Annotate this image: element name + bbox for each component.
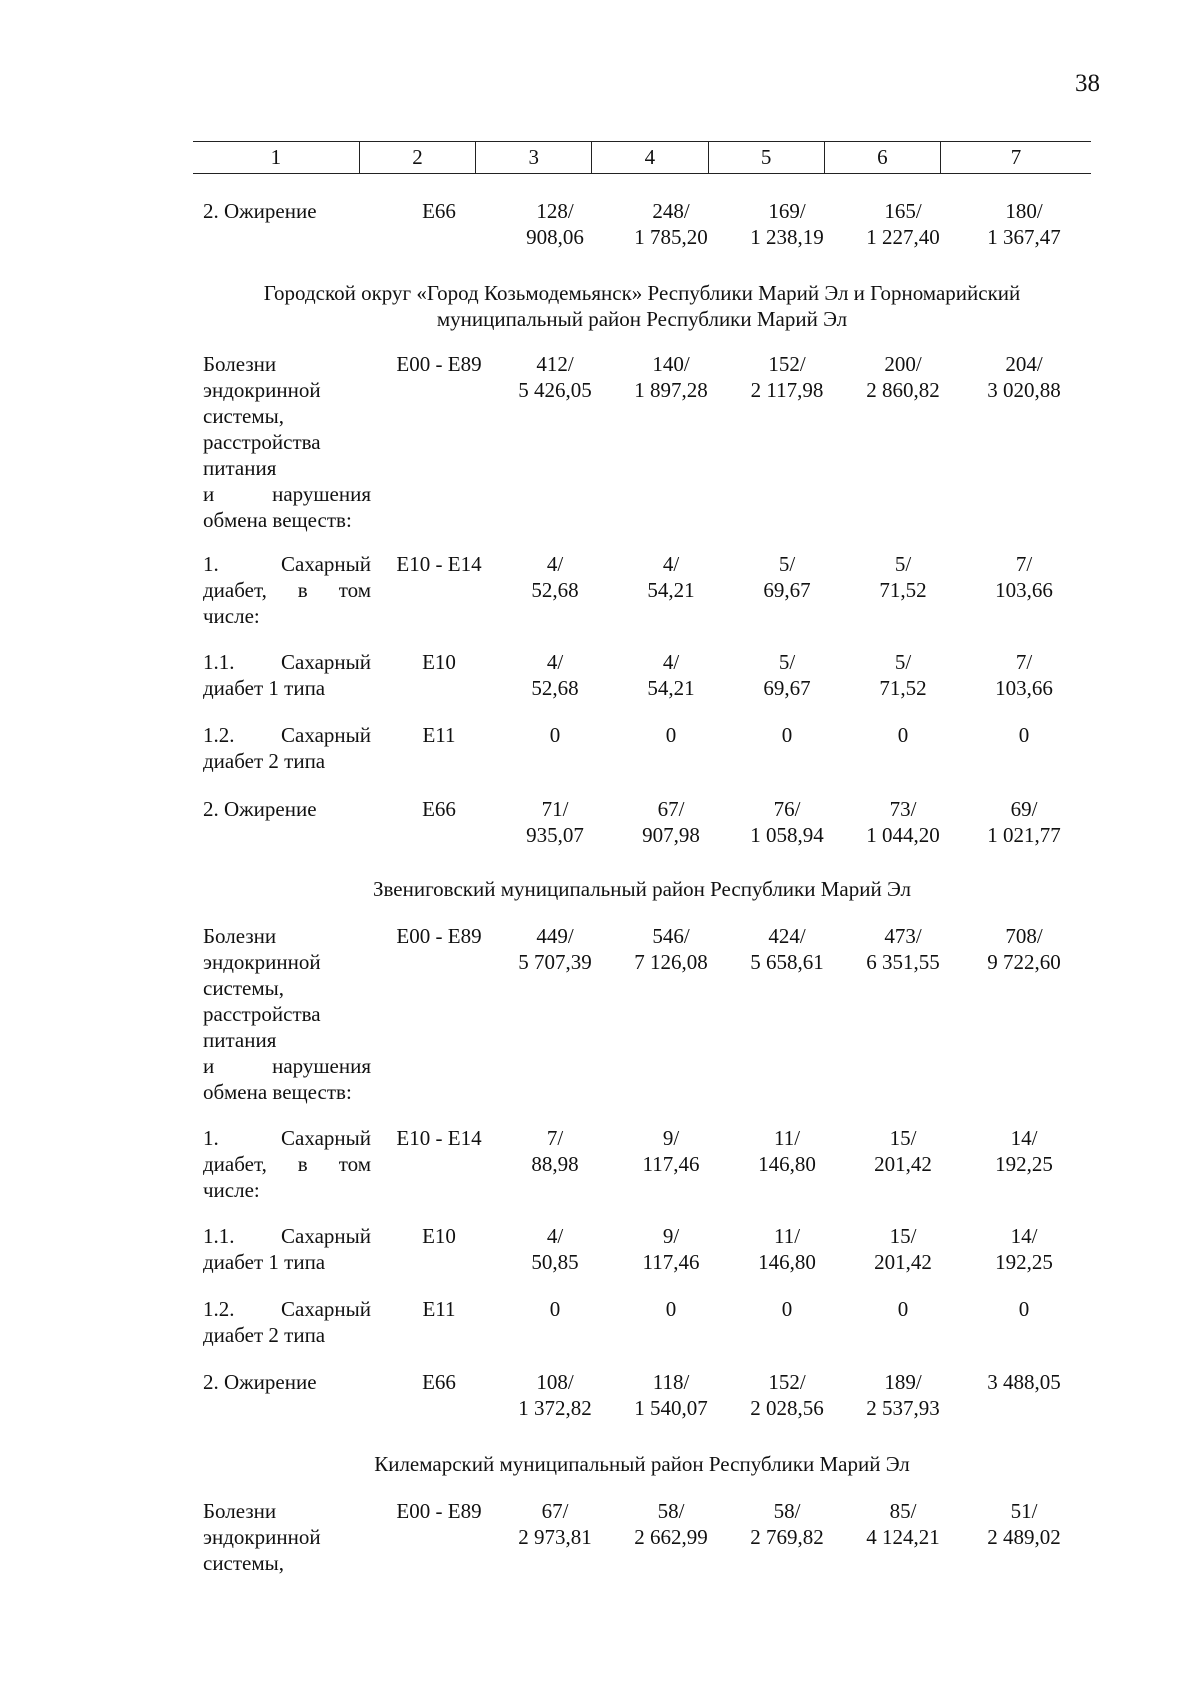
- value-line: 4/: [546, 1224, 564, 1248]
- value-cell: [966, 551, 1082, 603]
- row-name-line: системы,: [203, 404, 285, 428]
- value-line: 0: [897, 1297, 909, 1321]
- row-name-line: 1.1. Сахарный: [203, 1224, 371, 1248]
- value-line: 52,68: [531, 676, 579, 700]
- icd-code: E00 - E89: [396, 924, 482, 948]
- value-line: 85/: [889, 1499, 917, 1523]
- row-name-line: диабет, в том: [203, 578, 371, 602]
- value-line: 4/: [546, 552, 564, 576]
- value-cell: [966, 198, 1082, 250]
- value-cell: [497, 722, 613, 748]
- icd-code: E11: [422, 723, 456, 747]
- value-line: 1 367,47: [987, 225, 1061, 249]
- value-line: 4/: [662, 552, 680, 576]
- section-title-line: муниципальный район Республики Марий Эл: [436, 307, 848, 331]
- icd-code: E66: [422, 1370, 456, 1394]
- value-cell: [966, 796, 1082, 848]
- column-header: 4: [592, 142, 708, 174]
- row-name: [203, 351, 371, 533]
- page-number: 38: [1075, 70, 1100, 97]
- value-cell: [497, 198, 613, 250]
- row-name-line: Болезни: [203, 352, 277, 376]
- value-cell: [729, 551, 845, 603]
- value-cell: [613, 1369, 729, 1421]
- value-line: 0: [781, 1297, 793, 1321]
- value-line: 9/: [662, 1224, 680, 1248]
- value-cell: [497, 1296, 613, 1322]
- row-name-line: числе:: [203, 1178, 260, 1202]
- value-cell: [845, 198, 961, 250]
- value-line: 118/: [652, 1370, 690, 1394]
- row-name: [203, 1296, 371, 1348]
- value-line: 5 426,05: [518, 378, 592, 402]
- value-line: 0: [665, 1297, 677, 1321]
- row-name-line: питания: [203, 1028, 277, 1052]
- value-cell: [497, 351, 613, 403]
- value-line: 7 126,08: [634, 950, 708, 974]
- column-header-table: [193, 141, 1091, 174]
- row-name: [203, 1369, 371, 1395]
- column-header-row: [193, 142, 1091, 174]
- row-name: [203, 1223, 371, 1275]
- row-name: [203, 923, 371, 1105]
- value-line: 1 227,40: [866, 225, 940, 249]
- value-cell: [613, 198, 729, 250]
- row-name-line: 1. Сахарный: [203, 1126, 371, 1150]
- value-line: 117,46: [642, 1152, 700, 1176]
- icd-code: E10 - E14: [396, 1126, 482, 1150]
- value-cell: [497, 1223, 613, 1275]
- row-name-line: обмена веществ:: [203, 1080, 352, 1104]
- value-line: 165/: [884, 199, 922, 223]
- value-line: 169/: [768, 199, 806, 223]
- value-cell: [613, 551, 729, 603]
- column-header: 5: [708, 142, 824, 174]
- value-line: 54,21: [647, 676, 695, 700]
- value-line: 2 769,82: [750, 1525, 824, 1549]
- value-line: 0: [665, 723, 677, 747]
- value-line: 2 860,82: [866, 378, 940, 402]
- row-name-line: диабет, в том: [203, 1152, 371, 1176]
- row-name: [203, 796, 371, 822]
- row-name-line: 2. Ожирение: [203, 797, 317, 821]
- value-line: 7/: [1015, 650, 1033, 674]
- value-line: 7/: [1015, 552, 1033, 576]
- value-line: 1 540,07: [634, 1396, 708, 1420]
- value-line: 2 662,99: [634, 1525, 708, 1549]
- value-line: 152/: [768, 1370, 806, 1394]
- row-name-line: и нарушения: [203, 482, 371, 506]
- value-cell: [845, 722, 961, 748]
- row-name: [203, 722, 371, 774]
- value-line: 69,67: [763, 578, 811, 602]
- value-line: 73/: [889, 797, 917, 821]
- value-line: 152/: [768, 352, 806, 376]
- value-line: 5/: [894, 552, 912, 576]
- value-line: 11/: [773, 1126, 801, 1150]
- value-line: 1 021,77: [987, 823, 1061, 847]
- value-line: 7/: [546, 1126, 564, 1150]
- value-line: 4/: [662, 650, 680, 674]
- row-name-line: 1.2. Сахарный: [203, 1297, 371, 1321]
- value-cell: [613, 351, 729, 403]
- column-header: 3: [476, 142, 592, 174]
- value-cell: [497, 551, 613, 603]
- value-cell: [613, 923, 729, 975]
- row-name-line: эндокринной: [203, 950, 321, 974]
- icd-code: E66: [422, 199, 456, 223]
- icd-code: E66: [422, 797, 456, 821]
- value-cell: [729, 649, 845, 701]
- value-line: 103,66: [995, 676, 1053, 700]
- value-line: 140/: [652, 352, 690, 376]
- value-cell: [497, 923, 613, 975]
- value-line: 67/: [657, 797, 685, 821]
- value-line: 1 044,20: [866, 823, 940, 847]
- value-cell: [729, 1125, 845, 1177]
- value-line: 2 489,02: [987, 1525, 1061, 1549]
- value-line: 15/: [889, 1224, 917, 1248]
- value-cell: [613, 722, 729, 748]
- value-cell: [497, 1498, 613, 1550]
- value-line: 3 488,05: [987, 1370, 1061, 1394]
- row-name-line: системы,: [203, 976, 285, 1000]
- section-title-line: Звениговский муниципальный район Республики Марий Эл: [372, 877, 912, 901]
- value-cell: [613, 1498, 729, 1550]
- value-line: 71,52: [879, 676, 927, 700]
- value-cell: [729, 1223, 845, 1275]
- value-line: 201,42: [874, 1152, 932, 1176]
- value-cell: [845, 923, 961, 975]
- value-line: 5/: [894, 650, 912, 674]
- value-line: 412/: [536, 352, 574, 376]
- value-cell: [966, 923, 1082, 975]
- value-line: 201,42: [874, 1250, 932, 1274]
- row-name: [203, 1125, 371, 1203]
- row-name: [203, 198, 371, 224]
- value-cell: [497, 1369, 613, 1421]
- icd-code: E10: [422, 1224, 456, 1248]
- value-cell: [845, 1369, 961, 1421]
- row-name-line: диабет 1 типа: [203, 1250, 326, 1274]
- value-line: 52,68: [531, 578, 579, 602]
- row-name: [203, 649, 371, 701]
- value-line: 14/: [1010, 1126, 1038, 1150]
- value-line: 1 238,19: [750, 225, 824, 249]
- value-line: 4 124,21: [866, 1525, 940, 1549]
- value-cell: [613, 1223, 729, 1275]
- value-line: 180/: [1005, 199, 1043, 223]
- value-line: 11/: [773, 1224, 801, 1248]
- value-cell: [966, 722, 1082, 748]
- value-line: 50,85: [531, 1250, 579, 1274]
- row-name-line: 2. Ожирение: [203, 1370, 317, 1394]
- row-name-line: числе:: [203, 604, 260, 628]
- value-cell: [966, 1223, 1082, 1275]
- row-name-line: 1. Сахарный: [203, 552, 371, 576]
- value-line: 58/: [657, 1499, 685, 1523]
- value-line: 1 785,20: [634, 225, 708, 249]
- value-line: 146,80: [758, 1250, 816, 1274]
- value-line: 67/: [541, 1499, 569, 1523]
- section-title: [193, 280, 1091, 332]
- value-line: 908,06: [526, 225, 584, 249]
- section-title-line: Килемарский муниципальный район Республики Марий Эл: [374, 1452, 910, 1476]
- value-cell: [966, 351, 1082, 403]
- value-cell: [497, 796, 613, 848]
- value-cell: [729, 351, 845, 403]
- row-name-line: системы,: [203, 1551, 285, 1575]
- row-name-line: диабет 2 типа: [203, 749, 326, 773]
- column-header: 7: [940, 142, 1091, 174]
- value-cell: [966, 1369, 1082, 1395]
- value-line: 9 722,60: [987, 950, 1061, 974]
- row-name-line: диабет 1 типа: [203, 676, 326, 700]
- value-line: 117,46: [642, 1250, 700, 1274]
- value-line: 14/: [1010, 1224, 1038, 1248]
- value-line: 0: [1018, 723, 1030, 747]
- row-name: [203, 1498, 371, 1576]
- value-cell: [845, 1498, 961, 1550]
- value-line: 2 117,98: [750, 378, 824, 402]
- value-cell: [497, 1125, 613, 1177]
- row-name-line: и нарушения: [203, 1054, 371, 1078]
- value-line: 5 707,39: [518, 950, 592, 974]
- value-cell: [845, 796, 961, 848]
- value-line: 146,80: [758, 1152, 816, 1176]
- value-cell: [845, 551, 961, 603]
- value-line: 0: [549, 1297, 561, 1321]
- value-line: 5 658,61: [750, 950, 824, 974]
- section-title: [193, 876, 1091, 902]
- value-line: 189/: [884, 1370, 922, 1394]
- value-cell: [729, 796, 845, 848]
- row-name-line: 1.2. Сахарный: [203, 723, 371, 747]
- value-line: 5/: [778, 650, 796, 674]
- value-line: 0: [897, 723, 909, 747]
- value-line: 1 058,94: [750, 823, 824, 847]
- value-line: 1 372,82: [518, 1396, 592, 1420]
- value-line: 58/: [773, 1499, 801, 1523]
- value-cell: [729, 1369, 845, 1421]
- value-line: 0: [549, 723, 561, 747]
- value-line: 3 020,88: [987, 378, 1061, 402]
- icd-code: E10: [422, 650, 456, 674]
- value-line: 69/: [1010, 797, 1038, 821]
- row-name-line: 1.1. Сахарный: [203, 650, 371, 674]
- value-line: 907,98: [642, 823, 700, 847]
- icd-code: E11: [422, 1297, 456, 1321]
- section-title: [193, 1451, 1091, 1477]
- value-line: 88,98: [531, 1152, 579, 1176]
- row-name-line: Болезни: [203, 1499, 277, 1523]
- value-cell: [497, 649, 613, 701]
- value-line: 546/: [652, 924, 690, 948]
- column-header: 1: [193, 142, 359, 174]
- value-line: 9/: [662, 1126, 680, 1150]
- row-name-line: эндокринной: [203, 378, 321, 402]
- value-cell: [613, 796, 729, 848]
- value-cell: [845, 1223, 961, 1275]
- row-name-line: питания: [203, 456, 277, 480]
- value-line: 103,66: [995, 578, 1053, 602]
- value-line: 51/: [1010, 1499, 1038, 1523]
- value-cell: [729, 722, 845, 748]
- column-header: 6: [824, 142, 940, 174]
- value-line: 708/: [1005, 924, 1043, 948]
- value-line: 200/: [884, 352, 922, 376]
- value-cell: [729, 923, 845, 975]
- value-line: 69,67: [763, 676, 811, 700]
- value-line: 15/: [889, 1126, 917, 1150]
- row-name-line: расстройства: [203, 430, 321, 454]
- value-line: 192,25: [995, 1250, 1053, 1274]
- value-line: 54,21: [647, 578, 695, 602]
- value-line: 2 028,56: [750, 1396, 824, 1420]
- value-line: 424/: [768, 924, 806, 948]
- value-line: 4/: [546, 650, 564, 674]
- value-cell: [613, 649, 729, 701]
- value-line: 935,07: [526, 823, 584, 847]
- value-line: 192,25: [995, 1152, 1053, 1176]
- value-line: 2 537,93: [866, 1396, 940, 1420]
- value-line: 71/: [541, 797, 569, 821]
- value-cell: [966, 1498, 1082, 1550]
- value-cell: [613, 1296, 729, 1322]
- value-line: 5/: [778, 552, 796, 576]
- section-title-line: Городской округ «Город Козьмодемьянск» Республики Марий Эл и Горномарийский: [263, 281, 1021, 305]
- icd-code: E00 - E89: [396, 1499, 482, 1523]
- value-line: 2 973,81: [518, 1525, 592, 1549]
- value-line: 473/: [884, 924, 922, 948]
- value-cell: [729, 198, 845, 250]
- value-line: 449/: [536, 924, 574, 948]
- value-cell: [845, 649, 961, 701]
- value-line: 108/: [536, 1370, 574, 1394]
- icd-code: E00 - E89: [396, 352, 482, 376]
- row-name: [203, 551, 371, 629]
- row-name-line: 2. Ожирение: [203, 199, 317, 223]
- value-cell: [845, 1125, 961, 1177]
- value-line: 76/: [773, 797, 801, 821]
- value-line: 128/: [536, 199, 574, 223]
- value-line: 1 897,28: [634, 378, 708, 402]
- value-cell: [613, 1125, 729, 1177]
- column-header: 2: [359, 142, 475, 174]
- row-name-line: обмена веществ:: [203, 508, 352, 532]
- row-name-line: диабет 2 типа: [203, 1323, 326, 1347]
- value-line: 6 351,55: [866, 950, 940, 974]
- value-cell: [966, 649, 1082, 701]
- value-line: 204/: [1005, 352, 1043, 376]
- value-line: 0: [781, 723, 793, 747]
- value-line: 71,52: [879, 578, 927, 602]
- value-cell: [729, 1296, 845, 1322]
- value-line: 248/: [652, 199, 690, 223]
- value-cell: [845, 1296, 961, 1322]
- value-cell: [845, 351, 961, 403]
- value-line: 0: [1018, 1297, 1030, 1321]
- row-name-line: Болезни: [203, 924, 277, 948]
- value-cell: [966, 1125, 1082, 1177]
- value-cell: [966, 1296, 1082, 1322]
- value-cell: [729, 1498, 845, 1550]
- row-name-line: эндокринной: [203, 1525, 321, 1549]
- row-name-line: расстройства: [203, 1002, 321, 1026]
- icd-code: E10 - E14: [396, 552, 482, 576]
